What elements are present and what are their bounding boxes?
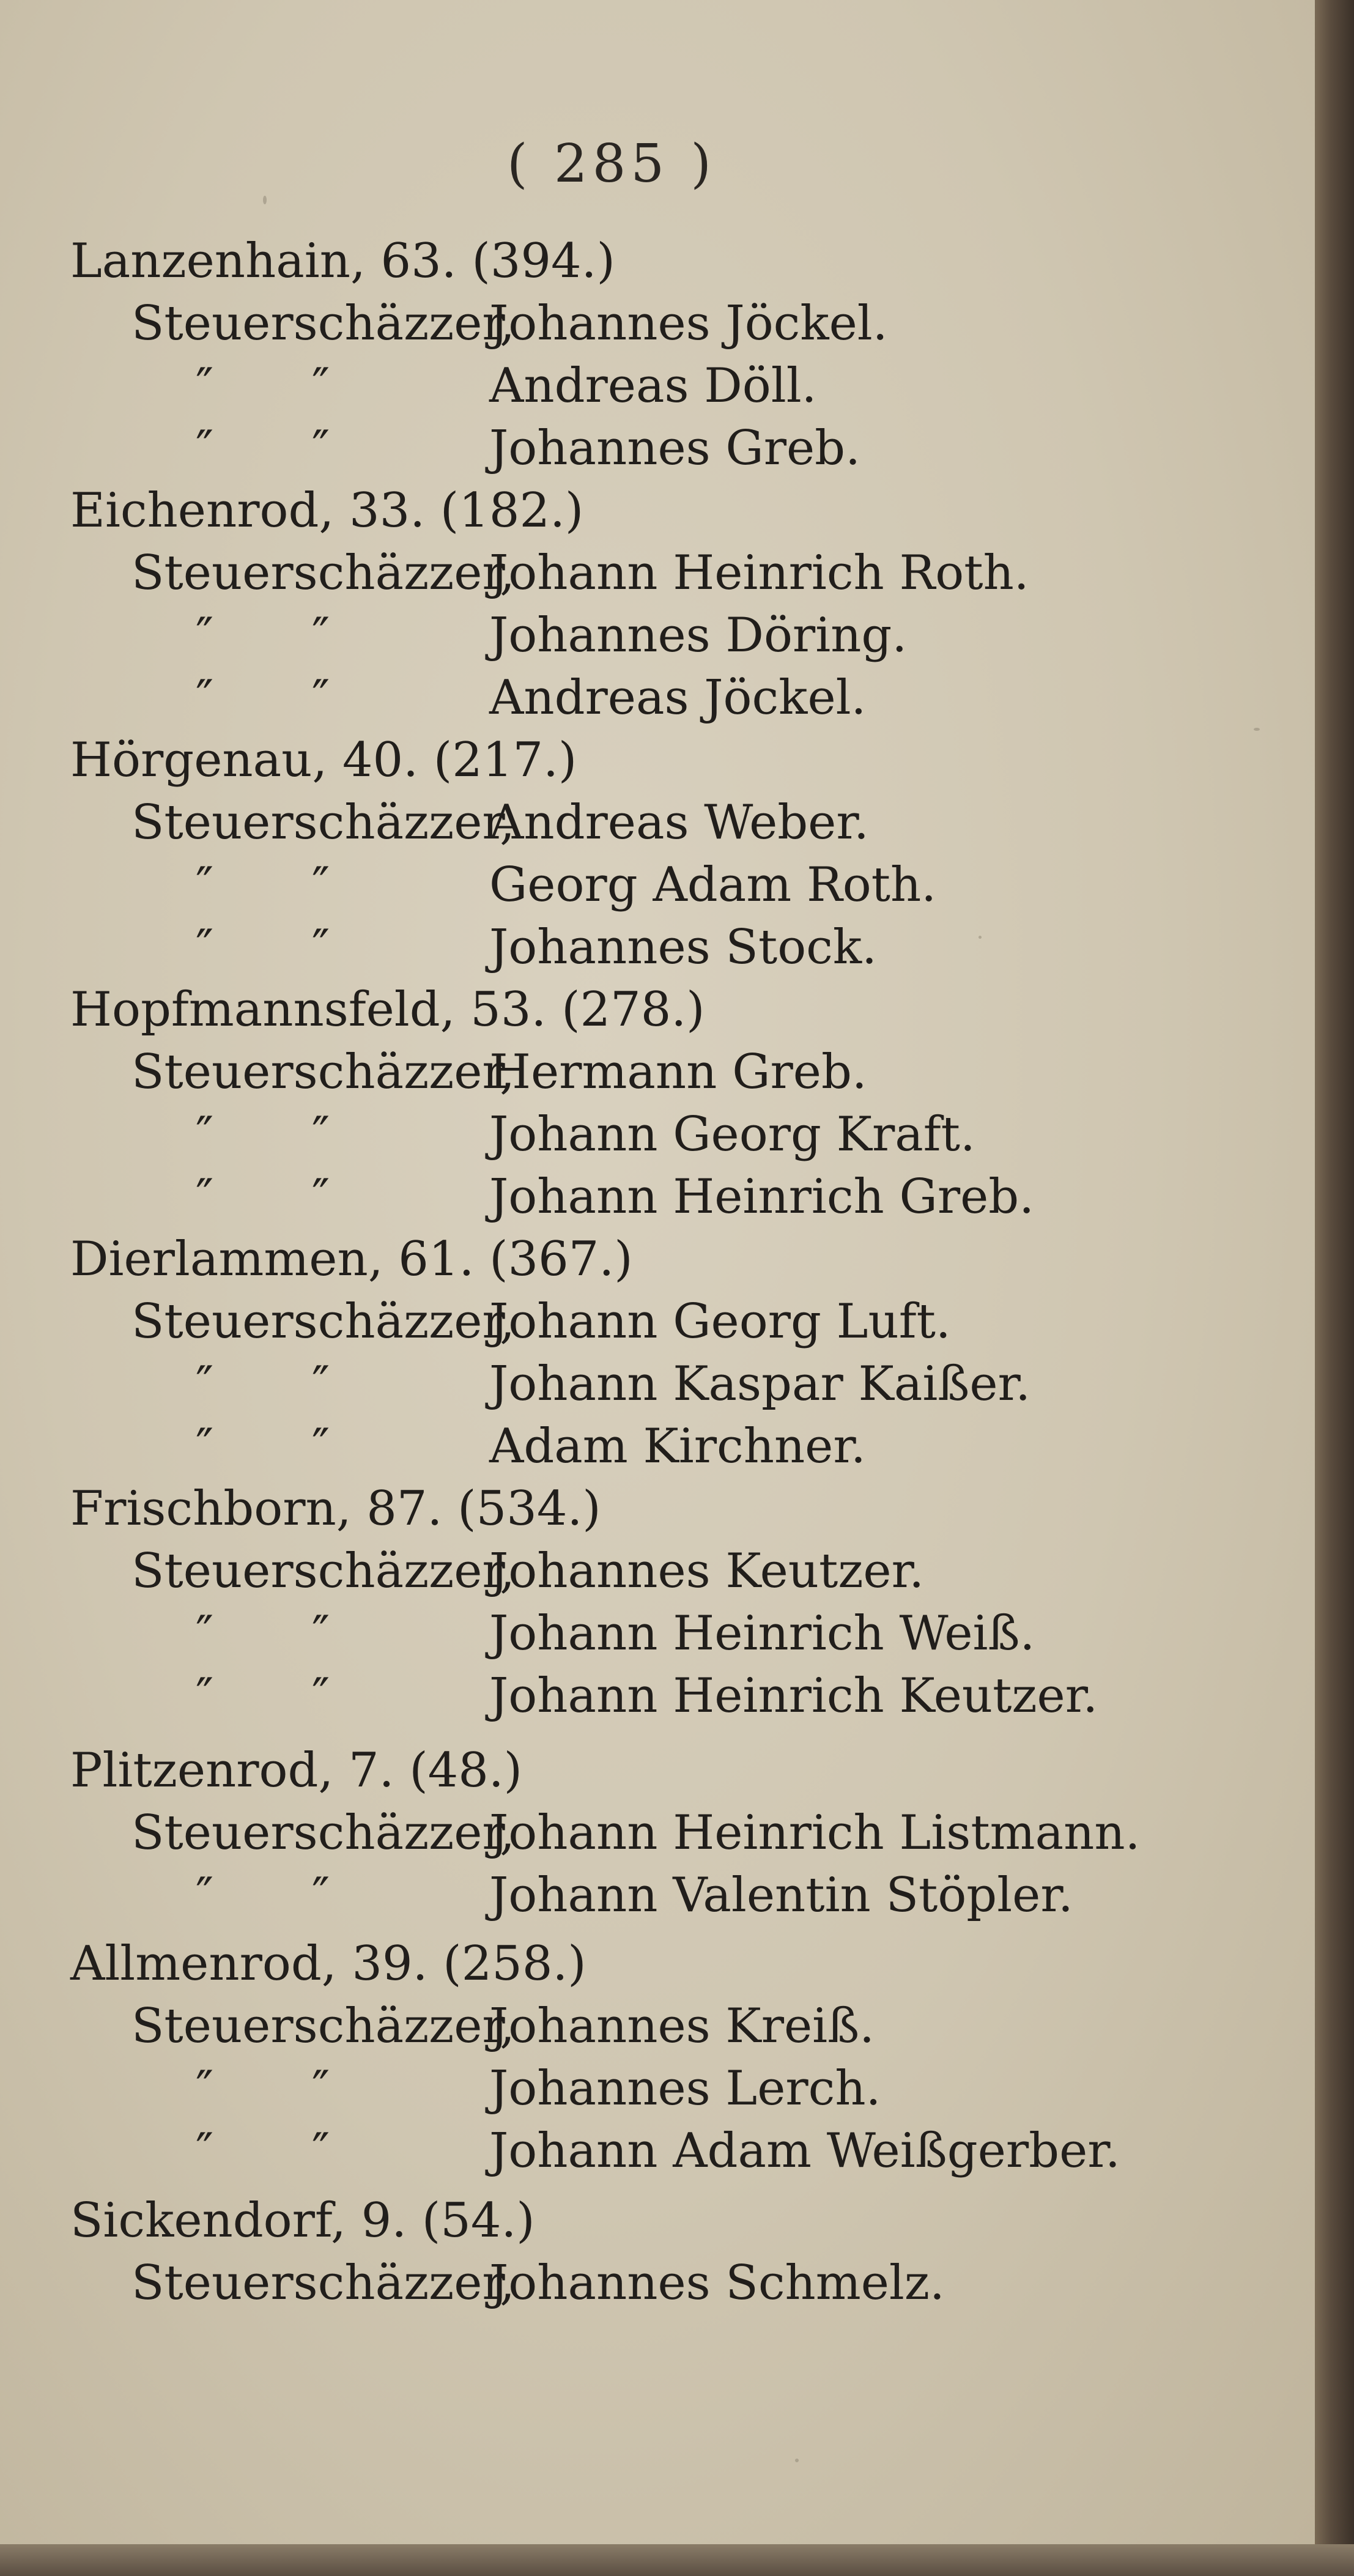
ditto-mark: ″ (312, 670, 330, 725)
role-label: Steuerschäzzer, (131, 1544, 515, 1599)
place-heading: Frischborn, 87. (534.) (70, 1481, 601, 1536)
role-label: Steuerschäzzer, (131, 1045, 515, 1100)
ditto-mark: ″ (312, 421, 330, 476)
paper-speck (979, 936, 982, 939)
role-label: Steuerschäzzer, (131, 1999, 515, 2054)
ditto-mark: ″ (312, 1356, 330, 1412)
book-spine-edge (1315, 0, 1354, 2576)
ditto-mark: ″ (196, 1868, 214, 1923)
ditto-mark: ″ (196, 2123, 214, 2178)
paper-speck (1254, 728, 1260, 731)
person-name: Johannes Stock. (489, 920, 877, 975)
ditto-mark: ″ (312, 1169, 330, 1224)
ditto-mark: ″ (196, 358, 214, 413)
person-name: Andreas Döll. (489, 358, 817, 413)
person-name: Johann Heinrich Keutzer. (489, 1668, 1098, 1723)
role-label: Steuerschäzzer, (131, 1805, 515, 1860)
person-name: Johann Adam Weißgerber. (489, 2123, 1120, 2178)
role-label: Steuerschäzzer, (131, 795, 515, 850)
person-name: Johann Kaspar Kaißer. (489, 1356, 1031, 1412)
person-name: Johannes Schmelz. (489, 2256, 945, 2311)
ditto-mark: ″ (312, 1868, 330, 1923)
page-bottom-edge (0, 2544, 1354, 2576)
ditto-mark: ″ (196, 920, 214, 975)
ditto-mark: ″ (196, 2061, 214, 2116)
place-heading: Hopfmannsfeld, 53. (278.) (70, 982, 705, 1037)
ditto-mark: ″ (312, 857, 330, 912)
ditto-mark: ″ (196, 1668, 214, 1723)
ditto-mark: ″ (312, 2123, 330, 2178)
person-name: Johannes Döring. (489, 608, 908, 663)
role-label: Steuerschäzzer, (131, 1294, 515, 1349)
person-name: Johann Heinrich Greb. (489, 1169, 1035, 1224)
ditto-mark: ″ (196, 670, 214, 725)
ditto-mark: ″ (196, 1419, 214, 1474)
person-name: Adam Kirchner. (489, 1419, 866, 1474)
ditto-mark: ″ (196, 1606, 214, 1661)
ditto-mark: ″ (312, 1606, 330, 1661)
person-name: Johann Valentin Stöpler. (489, 1868, 1073, 1923)
person-name: Georg Adam Roth. (489, 857, 937, 912)
ditto-mark: ″ (312, 1668, 330, 1723)
ditto-mark: ″ (312, 358, 330, 413)
place-heading: Dierlammen, 61. (367.) (70, 1232, 633, 1287)
ditto-mark: ″ (196, 608, 214, 663)
person-name: Johann Heinrich Roth. (489, 546, 1029, 601)
person-name: Johannes Keutzer. (489, 1544, 925, 1599)
ditto-mark: ″ (196, 421, 214, 476)
place-heading: Eichenrod, 33. (182.) (70, 483, 584, 538)
page-number: ( 285 ) (507, 133, 716, 194)
person-name: Johannes Greb. (489, 421, 860, 476)
ditto-mark: ″ (196, 857, 214, 912)
place-heading: Hörgenau, 40. (217.) (70, 733, 577, 788)
place-heading: Sickendorf, 9. (54.) (70, 2193, 535, 2248)
paper-speck (263, 196, 267, 204)
person-name: Johannes Jöckel. (489, 296, 888, 351)
ditto-mark: ″ (312, 920, 330, 975)
ditto-mark: ″ (196, 1169, 214, 1224)
person-name: Johann Georg Luft. (489, 1294, 951, 1349)
ditto-mark: ″ (312, 2061, 330, 2116)
role-label: Steuerschäzzer, (131, 2256, 515, 2311)
ditto-mark: ″ (196, 1107, 214, 1162)
ditto-mark: ″ (196, 1356, 214, 1412)
paper-speck (795, 2459, 799, 2462)
place-heading: Allmenrod, 39. (258.) (70, 1936, 586, 1991)
role-label: Steuerschäzzer, (131, 296, 515, 351)
person-name: Johannes Kreiß. (489, 1999, 875, 2054)
ditto-mark: ″ (312, 608, 330, 663)
person-name: Andreas Jöckel. (489, 670, 867, 725)
person-name: Johannes Lerch. (489, 2061, 881, 2116)
person-name: Andreas Weber. (489, 795, 869, 850)
person-name: Johann Heinrich Listmann. (489, 1805, 1141, 1860)
ditto-mark: ″ (312, 1107, 330, 1162)
person-name: Hermann Greb. (489, 1045, 867, 1100)
person-name: Johann Georg Kraft. (489, 1107, 975, 1162)
place-heading: Plitzenrod, 7. (48.) (70, 1743, 523, 1798)
role-label: Steuerschäzzer, (131, 546, 515, 601)
person-name: Johann Heinrich Weiß. (489, 1606, 1035, 1661)
place-heading: Lanzenhain, 63. (394.) (70, 234, 615, 289)
ditto-mark: ″ (312, 1419, 330, 1474)
